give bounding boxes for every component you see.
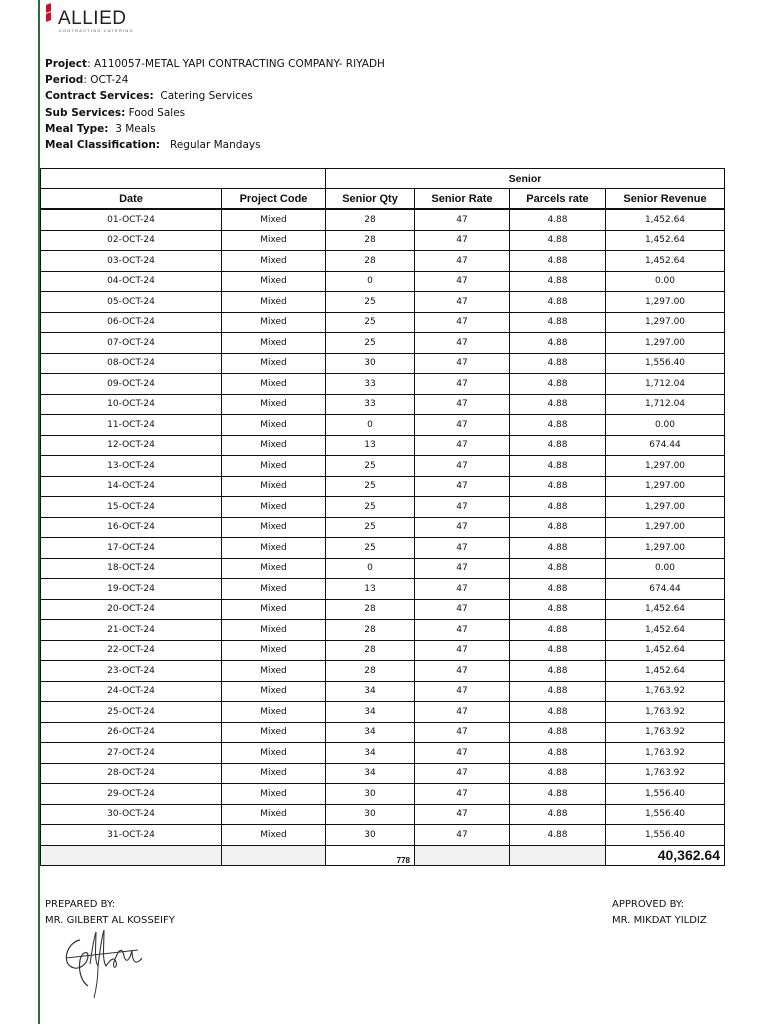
cell-senior-rate: 47 (415, 333, 510, 354)
cell-date: 01-OCT-24 (41, 209, 222, 230)
prepared-by-name: MR. GILBERT AL KOSSEIFY (45, 915, 175, 926)
cell-senior-rate: 47 (415, 579, 510, 600)
cell-date: 31-OCT-24 (41, 825, 222, 846)
cell-date: 15-OCT-24 (41, 497, 222, 518)
cell-senior-rate: 47 (415, 722, 510, 743)
cell-project-code: Mixed (222, 333, 326, 354)
table-row (41, 415, 725, 436)
table-row (41, 312, 725, 333)
table-row (41, 333, 725, 354)
cell-date: 04-OCT-24 (41, 271, 222, 292)
cell-parcels-rate: 4.88 (510, 476, 606, 497)
table-row (41, 722, 725, 743)
cell-senior-qty: 34 (326, 702, 415, 723)
cell-project-code: Mixed (222, 415, 326, 436)
cell-parcels-rate: 4.88 (510, 333, 606, 354)
cell-date: 24-OCT-24 (41, 681, 222, 702)
approved-by-block (612, 897, 707, 929)
table-row (41, 230, 725, 251)
cell-senior-revenue: 1,556.40 (606, 804, 725, 825)
table-row (41, 456, 725, 477)
cell-senior-qty: 0 (326, 558, 415, 579)
cell-date: 12-OCT-24 (41, 435, 222, 456)
column-header-row (41, 189, 725, 210)
cell-parcels-rate: 4.88 (510, 456, 606, 477)
cell-senior-revenue: 1,556.40 (606, 825, 725, 846)
cell-senior-qty: 25 (326, 476, 415, 497)
period-value: OCT-24 (90, 74, 129, 87)
meal-type-value: 3 Meals (115, 122, 156, 135)
cell-senior-rate: 47 (415, 415, 510, 436)
group-header-row (41, 169, 725, 189)
cell-project-code: Mixed (222, 353, 326, 374)
cell-project-code: Mixed (222, 558, 326, 579)
cell-project-code: Mixed (222, 743, 326, 764)
cell-senior-qty: 34 (326, 722, 415, 743)
cell-parcels-rate: 4.88 (510, 497, 606, 518)
table-row (41, 538, 725, 559)
table-row (41, 209, 725, 230)
cell-senior-revenue: 1,452.64 (606, 230, 725, 251)
cell-senior-revenue: 1,763.92 (606, 702, 725, 723)
cell-senior-rate: 47 (415, 640, 510, 661)
cell-parcels-rate: 4.88 (510, 353, 606, 374)
cell-senior-qty: 28 (326, 620, 415, 641)
cell-project-code: Mixed (222, 661, 326, 682)
cell-senior-qty: 25 (326, 292, 415, 313)
cell-senior-revenue: 1,452.64 (606, 251, 725, 272)
table-row (41, 271, 725, 292)
cell-date: 19-OCT-24 (41, 579, 222, 600)
cell-project-code: Mixed (222, 579, 326, 600)
cell-date: 11-OCT-24 (41, 415, 222, 436)
cell-parcels-rate: 4.88 (510, 784, 606, 805)
cell-senior-revenue: 1,763.92 (606, 763, 725, 784)
cell-date: 07-OCT-24 (41, 333, 222, 354)
sub-services-line (45, 105, 385, 121)
table-row (41, 251, 725, 272)
table-body (41, 209, 725, 845)
table-row (41, 476, 725, 497)
cell-date: 20-OCT-24 (41, 599, 222, 620)
cell-parcels-rate: 4.88 (510, 538, 606, 559)
cell-date: 22-OCT-24 (41, 640, 222, 661)
revenue-table (40, 168, 725, 866)
cell-senior-rate: 47 (415, 476, 510, 497)
table-row (41, 681, 725, 702)
meal-type-label: Meal Type: (45, 122, 109, 135)
cell-senior-revenue: 1,763.92 (606, 681, 725, 702)
table-row (41, 702, 725, 723)
cell-senior-rate: 47 (415, 271, 510, 292)
table-row (41, 825, 725, 846)
col-header-parcels-rate: Parcels rate (510, 189, 606, 210)
cell-senior-revenue: 0.00 (606, 415, 725, 436)
table-row (41, 435, 725, 456)
cell-senior-qty: 28 (326, 251, 415, 272)
cell-project-code: Mixed (222, 763, 326, 784)
cell-project-code: Mixed (222, 538, 326, 559)
cell-senior-rate: 47 (415, 312, 510, 333)
cell-senior-revenue: 1,712.04 (606, 394, 725, 415)
table-row (41, 640, 725, 661)
cell-senior-revenue: 1,297.00 (606, 538, 725, 559)
table-row (41, 661, 725, 682)
totals-blank-date (41, 845, 222, 865)
cell-senior-rate: 47 (415, 743, 510, 764)
cell-parcels-rate: 4.88 (510, 681, 606, 702)
cell-date: 05-OCT-24 (41, 292, 222, 313)
cell-date: 10-OCT-24 (41, 394, 222, 415)
cell-parcels-rate: 4.88 (510, 435, 606, 456)
cell-project-code: Mixed (222, 209, 326, 230)
cell-senior-qty: 34 (326, 681, 415, 702)
cell-date: 03-OCT-24 (41, 251, 222, 272)
period-label: Period (45, 74, 84, 87)
approved-by-label: APPROVED BY: (612, 899, 685, 910)
cell-date: 09-OCT-24 (41, 374, 222, 395)
cell-senior-revenue: 1,763.92 (606, 743, 725, 764)
cell-project-code: Mixed (222, 374, 326, 395)
cell-senior-revenue: 1,297.00 (606, 292, 725, 313)
logo-name: ALLIED (58, 8, 127, 29)
cell-date: 23-OCT-24 (41, 661, 222, 682)
cell-senior-qty: 0 (326, 415, 415, 436)
meal-class-value: Regular Mandays (170, 139, 261, 152)
cell-senior-revenue: 1,556.40 (606, 784, 725, 805)
logo-tagline: CONTRACTING CATERING (59, 28, 134, 33)
cell-parcels-rate: 4.88 (510, 579, 606, 600)
cell-senior-qty: 30 (326, 825, 415, 846)
logo-mark-icon (46, 4, 54, 22)
cell-senior-revenue: 1,297.00 (606, 476, 725, 497)
table-row (41, 353, 725, 374)
cell-senior-revenue: 1,452.64 (606, 599, 725, 620)
cell-senior-revenue: 674.44 (606, 579, 725, 600)
cell-project-code: Mixed (222, 251, 326, 272)
cell-senior-rate: 47 (415, 558, 510, 579)
cell-senior-rate: 47 (415, 292, 510, 313)
table-row (41, 804, 725, 825)
cell-project-code: Mixed (222, 271, 326, 292)
cell-parcels-rate: 4.88 (510, 743, 606, 764)
group-header-blank (41, 169, 326, 189)
table-row (41, 763, 725, 784)
cell-senior-qty: 28 (326, 640, 415, 661)
cell-senior-revenue: 674.44 (606, 435, 725, 456)
cell-project-code: Mixed (222, 681, 326, 702)
meal-class-label: Meal Classification: (45, 139, 160, 152)
cell-project-code: Mixed (222, 394, 326, 415)
prepared-by-label: PREPARED BY: (45, 899, 116, 910)
cell-parcels-rate: 4.88 (510, 558, 606, 579)
cell-date: 27-OCT-24 (41, 743, 222, 764)
period-line: Period: OCT-24 (45, 74, 129, 87)
cell-senior-rate: 47 (415, 681, 510, 702)
cell-senior-rate: 47 (415, 620, 510, 641)
cell-parcels-rate: 4.88 (510, 599, 606, 620)
cell-senior-rate: 47 (415, 702, 510, 723)
cell-date: 21-OCT-24 (41, 620, 222, 641)
cell-parcels-rate: 4.88 (510, 230, 606, 251)
cell-senior-revenue: 1,712.04 (606, 374, 725, 395)
cell-parcels-rate: 4.88 (510, 374, 606, 395)
cell-senior-rate: 47 (415, 517, 510, 538)
cell-senior-rate: 47 (415, 825, 510, 846)
cell-date: 30-OCT-24 (41, 804, 222, 825)
cell-parcels-rate: 4.88 (510, 251, 606, 272)
cell-date: 29-OCT-24 (41, 784, 222, 805)
project-label: Project (45, 58, 88, 70)
cell-project-code: Mixed (222, 517, 326, 538)
cell-project-code: Mixed (222, 435, 326, 456)
cell-senior-qty: 0 (326, 271, 415, 292)
cell-senior-rate: 47 (415, 456, 510, 477)
table-row (41, 558, 725, 579)
cell-senior-revenue: 1,763.92 (606, 722, 725, 743)
cell-senior-qty: 25 (326, 497, 415, 518)
cell-senior-qty: 25 (326, 538, 415, 559)
cell-senior-revenue: 0.00 (606, 558, 725, 579)
col-header-date: Date (41, 189, 222, 210)
cell-date: 18-OCT-24 (41, 558, 222, 579)
cell-parcels-rate: 4.88 (510, 722, 606, 743)
cell-project-code: Mixed (222, 722, 326, 743)
table-row (41, 599, 725, 620)
totals-row (41, 845, 725, 865)
cell-project-code: Mixed (222, 640, 326, 661)
cell-senior-revenue: 1,452.64 (606, 640, 725, 661)
cell-senior-qty: 25 (326, 312, 415, 333)
cell-senior-qty: 34 (326, 743, 415, 764)
cell-senior-revenue: 1,297.00 (606, 517, 725, 538)
cell-project-code: Mixed (222, 620, 326, 641)
table-row (41, 743, 725, 764)
cell-senior-qty: 30 (326, 784, 415, 805)
project-line: Project: A110057-METAL YAPI CONTRACTING COMPANY- RIYADH (45, 58, 385, 70)
cell-parcels-rate: 4.88 (510, 271, 606, 292)
sub-services-label: Sub Services: (45, 106, 126, 119)
cell-project-code: Mixed (222, 804, 326, 825)
cell-parcels-rate: 4.88 (510, 702, 606, 723)
company-logo (46, 4, 166, 34)
cell-senior-qty: 33 (326, 374, 415, 395)
cell-senior-rate: 47 (415, 353, 510, 374)
cell-senior-revenue: 1,556.40 (606, 353, 725, 374)
project-info (45, 56, 385, 153)
cell-parcels-rate: 4.88 (510, 804, 606, 825)
cell-date: 16-OCT-24 (41, 517, 222, 538)
cell-date: 28-OCT-24 (41, 763, 222, 784)
table-row (41, 497, 725, 518)
cell-senior-rate: 47 (415, 251, 510, 272)
cell-project-code: Mixed (222, 476, 326, 497)
signature-image (58, 920, 148, 1000)
cell-senior-qty: 25 (326, 333, 415, 354)
cell-parcels-rate: 4.88 (510, 763, 606, 784)
cell-senior-rate: 47 (415, 394, 510, 415)
total-qty: 778 (326, 845, 415, 865)
cell-senior-rate: 47 (415, 763, 510, 784)
cell-senior-qty: 30 (326, 353, 415, 374)
cell-parcels-rate: 4.88 (510, 620, 606, 641)
cell-senior-revenue: 0.00 (606, 271, 725, 292)
cell-parcels-rate: 4.88 (510, 661, 606, 682)
cell-senior-rate: 47 (415, 497, 510, 518)
meal-class-line (45, 137, 385, 153)
cell-date: 13-OCT-24 (41, 456, 222, 477)
cell-project-code: Mixed (222, 702, 326, 723)
cell-project-code: Mixed (222, 784, 326, 805)
cell-senior-qty: 13 (326, 435, 415, 456)
cell-senior-qty: 28 (326, 209, 415, 230)
total-revenue: 40,362.64 (606, 845, 725, 865)
cell-date: 06-OCT-24 (41, 312, 222, 333)
project-value: A110057-METAL YAPI CONTRACTING COMPANY- RIYADH (93, 58, 385, 70)
col-header-project-code: Project Code (222, 189, 326, 210)
contract-line (45, 88, 385, 104)
cell-parcels-rate: 4.88 (510, 825, 606, 846)
cell-senior-qty: 25 (326, 456, 415, 477)
cell-senior-qty: 33 (326, 394, 415, 415)
cell-senior-revenue: 1,452.64 (606, 209, 725, 230)
contract-value: Catering Services (160, 90, 253, 103)
cell-senior-qty: 28 (326, 230, 415, 251)
cell-project-code: Mixed (222, 497, 326, 518)
approved-by-name: MR. MIKDAT YILDIZ (612, 915, 707, 926)
cell-senior-rate: 47 (415, 661, 510, 682)
cell-senior-qty: 13 (326, 579, 415, 600)
cell-senior-rate: 47 (415, 804, 510, 825)
cell-senior-rate: 47 (415, 374, 510, 395)
table-row (41, 620, 725, 641)
cell-date: 08-OCT-24 (41, 353, 222, 374)
cell-project-code: Mixed (222, 825, 326, 846)
table-row (41, 292, 725, 313)
cell-parcels-rate: 4.88 (510, 640, 606, 661)
meal-type-line (45, 121, 385, 137)
cell-senior-qty: 34 (326, 763, 415, 784)
cell-senior-qty: 25 (326, 517, 415, 538)
cell-parcels-rate: 4.88 (510, 292, 606, 313)
cell-senior-qty: 30 (326, 804, 415, 825)
cell-senior-rate: 47 (415, 435, 510, 456)
cell-senior-revenue: 1,297.00 (606, 497, 725, 518)
cell-parcels-rate: 4.88 (510, 517, 606, 538)
cell-date: 14-OCT-24 (41, 476, 222, 497)
cell-senior-revenue: 1,452.64 (606, 661, 725, 682)
cell-date: 02-OCT-24 (41, 230, 222, 251)
cell-parcels-rate: 4.88 (510, 394, 606, 415)
totals-blank-rate (415, 845, 510, 865)
cell-senior-rate: 47 (415, 230, 510, 251)
table-row (41, 517, 725, 538)
cell-date: 25-OCT-24 (41, 702, 222, 723)
table-row (41, 579, 725, 600)
col-header-senior-rate: Senior Rate (415, 189, 510, 210)
group-header-senior: Senior (326, 169, 725, 189)
cell-project-code: Mixed (222, 456, 326, 477)
totals-blank-code (222, 845, 326, 865)
cell-project-code: Mixed (222, 312, 326, 333)
cell-senior-rate: 47 (415, 209, 510, 230)
cell-senior-rate: 47 (415, 784, 510, 805)
cell-parcels-rate: 4.88 (510, 415, 606, 436)
cell-senior-rate: 47 (415, 599, 510, 620)
cell-senior-revenue: 1,452.64 (606, 620, 725, 641)
cell-senior-revenue: 1,297.00 (606, 333, 725, 354)
table-row (41, 784, 725, 805)
cell-parcels-rate: 4.88 (510, 209, 606, 230)
cell-parcels-rate: 4.88 (510, 312, 606, 333)
totals-blank-parcels (510, 845, 606, 865)
cell-date: 17-OCT-24 (41, 538, 222, 559)
cell-senior-qty: 28 (326, 599, 415, 620)
sub-services-value: Food Sales (128, 106, 186, 119)
col-header-senior-qty: Senior Qty (326, 189, 415, 210)
col-header-senior-revenue: Senior Revenue (606, 189, 725, 210)
cell-senior-qty: 28 (326, 661, 415, 682)
cell-project-code: Mixed (222, 292, 326, 313)
table-row (41, 394, 725, 415)
table-row (41, 374, 725, 395)
contract-label: Contract Services: (45, 90, 154, 103)
cell-project-code: Mixed (222, 599, 326, 620)
cell-project-code: Mixed (222, 230, 326, 251)
cell-senior-revenue: 1,297.00 (606, 312, 725, 333)
cell-senior-revenue: 1,297.00 (606, 456, 725, 477)
cell-senior-rate: 47 (415, 538, 510, 559)
cell-date: 26-OCT-24 (41, 722, 222, 743)
